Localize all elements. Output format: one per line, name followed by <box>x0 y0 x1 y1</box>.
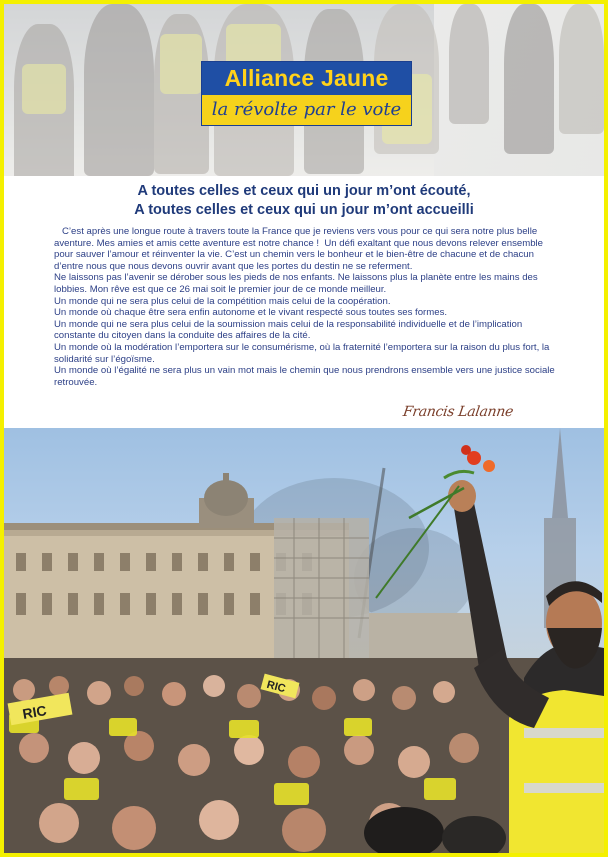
headline-line-2: A toutes celles et ceux qui un jour m’ont accueilli <box>134 202 474 218</box>
paragraph: Un monde où l’égalité ne sera plus un vain mot mais le chemin que nous prendrons ensemble vers une justice sociale retrouvée. <box>54 365 555 388</box>
paragraph: Un monde où chaque être sera enfin autonome et le vivant respecté sous toutes ses formes. <box>54 307 448 319</box>
flyer-page <box>4 4 604 853</box>
alliance-jaune-logo <box>201 61 412 126</box>
letter-body <box>54 226 564 388</box>
top-crowd-photo <box>4 4 604 176</box>
headline <box>4 182 604 220</box>
rally-photo <box>4 428 604 853</box>
paragraph: Un monde qui ne sera plus celui de la compétition mais celui de la coopération. <box>54 295 391 307</box>
paragraph: C’est après une longue route à travers toute la France que je reviens vers vous pour ce qui sera notre plus belle aventure. Mes amies et amis cette aventure est notre chance ! Un défi exaltant que nous devons relever ensemble pour sauver l’amour et réinventer la vie. C’est un chemin vers le bonheur et le bien-être de chacune et de chacun d’entre nous que nous devons ouvrir avant que les portes du destin ne se referment. <box>54 226 546 272</box>
logo-tagline: la révolte par le vote <box>202 95 411 125</box>
signature: Francis Lalanne <box>401 404 515 420</box>
paragraph: Un monde où la modération l’emportera sur le consumérisme, où la fraternité l’emportera sur la raison du plus fort, la solidarité sur l’égoïsme. <box>54 341 550 365</box>
ric-sign-text-right: RIC <box>265 678 287 696</box>
letter-section <box>4 176 604 428</box>
logo-title: Alliance Jaune <box>202 62 411 95</box>
paragraph: Un monde qui ne sera plus celui de la soumission mais celui de la responsabilité individuelle et de l’implication constante du citoyen dans la conduite des affaires de la cité. <box>54 318 523 342</box>
rally-illustration <box>4 428 604 853</box>
ric-sign-text-left: RIC <box>21 702 48 722</box>
paragraph: Ne laissons pas l’avenir se dérober sous les pieds de nos enfants. Ne laissons plus la planète entre les mains des lobbies. Mon rêve est que ce 26 mai soit le premier jour de ce monde meilleur. <box>54 272 538 295</box>
headline-line-1: A toutes celles et ceux qui un jour m’ont écouté, <box>137 183 471 199</box>
